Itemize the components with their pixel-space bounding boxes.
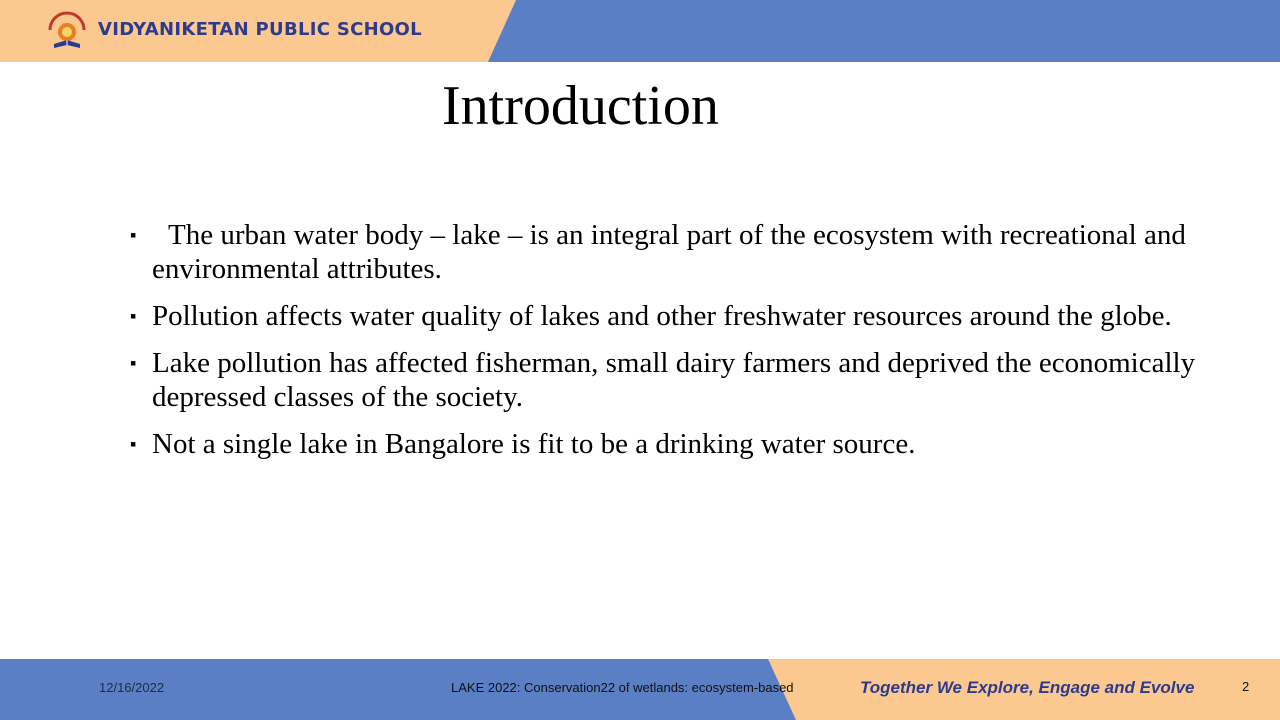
bullet-text: The urban water body – lake – is an integral part of the ecosystem with recreational and environmental attributes. xyxy=(152,219,1186,285)
slide-title: Introduction xyxy=(442,75,719,137)
footer-band xyxy=(0,659,1280,720)
bullet-text: Pollution affects water quality of lakes and other freshwater resources around the globe. xyxy=(152,300,1172,332)
bullet-text: Not a single lake in Bangalore is fit to be a drinking water source. xyxy=(152,428,916,460)
page-number: 2 xyxy=(1242,679,1250,694)
bullet-item xyxy=(130,299,1200,333)
school-emblem-icon xyxy=(46,10,88,52)
bullet-marker: ▪ xyxy=(130,434,137,454)
footer-center-text: LAKE 2022: Conservation22 of wetlands: ecosystem-based xyxy=(451,680,794,695)
bullet-marker: ▪ xyxy=(130,306,137,326)
bullet-list xyxy=(130,218,1200,474)
footer-tagline: Together We Explore, Engage and Evolve xyxy=(860,678,1195,697)
header-band xyxy=(0,0,1280,62)
bullet-marker: ▪ xyxy=(130,353,137,373)
school-name: VIDYANIKETAN PUBLIC SCHOOL xyxy=(98,19,422,40)
footer-date: 12/16/2022 xyxy=(99,680,165,695)
bullet-marker: ▪ xyxy=(130,225,137,245)
bullet-item xyxy=(130,427,1200,461)
bullet-item xyxy=(130,346,1200,414)
bullet-item xyxy=(130,218,1200,286)
bullet-text: Lake pollution has affected fisherman, small dairy farmers and deprived the economically depressed classes of the society. xyxy=(152,347,1196,413)
